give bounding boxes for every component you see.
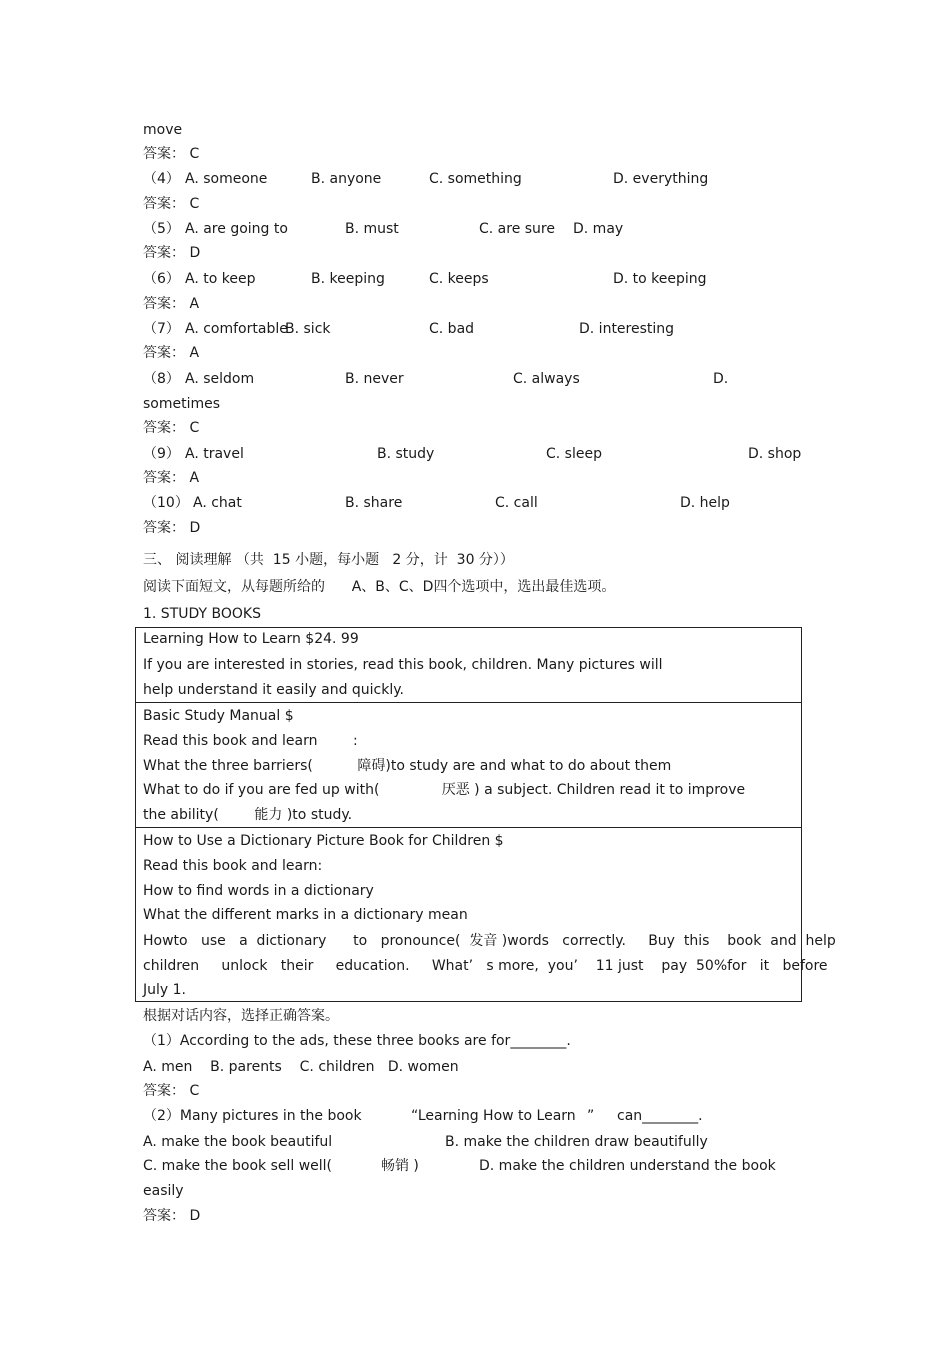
q1-stem: （1）According to the ads, these three books are for________. [143,1033,571,1049]
q5-option-c: C. are sure [479,221,555,237]
ads-divider-1 [135,702,802,703]
q4-option-c: C. something [429,171,522,187]
book1-title: Learning How to Learn $24. 99 [143,631,359,647]
q6-option-d: D. to keeping [613,271,707,287]
q4-option-d: D. everything [613,171,709,187]
section-heading: 三、 阅读理解 （共 15 小题，每小题 2 分，计 30 分）） [143,552,514,568]
book3-line-4: Howto use a dictionary to pronounce( 发音 )words correctly. Buy this book and help [143,933,836,949]
book2-line-1: Read this book and learn : [143,733,358,749]
q2-stem-c: ” [587,1108,595,1124]
passage-title: 1. STUDY BOOKS [143,606,261,622]
answer-5: 答案： D [143,245,201,261]
q9-option-a: A. travel [185,446,244,462]
q4-option-a: A. someone [185,171,268,187]
book2-line-2: What the three barriers( 障碍)to study are and what to do about them [143,758,672,774]
questions-intro: 根据对话内容，选择正确答案。 [143,1008,339,1024]
q4-number: （4） [143,171,180,187]
q7-number: （7） [143,321,180,337]
answer-6: 答案： A [143,296,200,312]
q5-option-a: A. are going to [185,221,288,237]
answer-3: 答案： C [143,146,200,162]
q7-option-a: A. comfortable [185,321,288,337]
q8-option-d: D. [713,371,729,387]
book3-line-1: Read this book and learn: [143,858,323,874]
q9-option-d: D. shop [748,446,802,462]
q1-answer: 答案： C [143,1083,200,1099]
q8-option-a: A. seldom [185,371,255,387]
q6-option-c: C. keeps [429,271,489,287]
q8-number: （8） [143,371,180,387]
answer-4: 答案： C [143,196,200,212]
ads-divider-2 [135,827,802,828]
book3-line-3: What the different marks in a dictionary mean [143,907,468,923]
book3-line-2: How to find words in a dictionary [143,883,374,899]
q2-stem-b: “Learning How to Learn [411,1108,576,1124]
q8-option-d-continued: sometimes [143,396,221,412]
answer-8: 答案： C [143,420,200,436]
move-text: move [143,122,183,138]
q5-number: （5） [143,221,180,237]
q2-option-d: D. make the children understand the book [479,1158,776,1174]
q9-option-c: C. sleep [546,446,602,462]
q10-option-c: C. call [495,495,538,511]
section-instruction: 阅读下面短文，从每题所给的 A、B、C、D四个选项中，选出最佳选项。 [143,579,616,595]
q7-option-d: D. interesting [579,321,675,337]
q10-option-a: A. chat [193,495,242,511]
book3-title: How to Use a Dictionary Picture Book for Children $ [143,833,504,849]
book2-line-3: What to do if you are fed up with( 厌恶 ) a subject. Children read it to improve [143,782,746,798]
answer-9: 答案： A [143,470,200,486]
q6-option-b: B. keeping [311,271,385,287]
q10-number: （10） [143,495,189,511]
q6-option-a: A. to keep [185,271,256,287]
q5-option-d: D. may [573,221,624,237]
q4-option-b: B. anyone [311,171,382,187]
q2-option-c: C. make the book sell well( 畅销 ) [143,1158,419,1174]
q5-option-b: B. must [345,221,399,237]
q2-answer: 答案： D [143,1208,201,1224]
q1-options: A. men B. parents C. children D. women [143,1059,459,1075]
q10-option-d: D. help [680,495,730,511]
q2-option-d-continued: easily [143,1183,184,1199]
answer-7: 答案： A [143,345,200,361]
q2-option-a: A. make the book beautiful [143,1134,333,1150]
q6-number: （6） [143,271,180,287]
book3-line-5: children unlock their education. What’ s more, you’ 11 just pay 50%for it before [143,958,828,974]
q2-stem-a: （2）Many pictures in the book [143,1108,362,1124]
q9-option-b: B. study [377,446,435,462]
book1-line-2: help understand it easily and quickly. [143,682,404,698]
q2-stem-d: can________. [617,1108,703,1124]
q8-option-b: B. never [345,371,404,387]
book1-line-1: If you are interested in stories, read this book, children. Many pictures will [143,657,663,673]
q9-number: （9） [143,446,180,462]
book2-title: Basic Study Manual $ [143,708,294,724]
q7-option-c: C. bad [429,321,475,337]
answer-10: 答案： D [143,520,201,536]
q10-option-b: B. share [345,495,403,511]
q7-option-b: B. sick [285,321,331,337]
q8-option-c: C. always [513,371,580,387]
book3-line-6: July 1. [143,982,186,998]
book2-line-4: the ability( 能力 )to study. [143,807,353,823]
q2-option-b: B. make the children draw beautifully [445,1134,708,1150]
